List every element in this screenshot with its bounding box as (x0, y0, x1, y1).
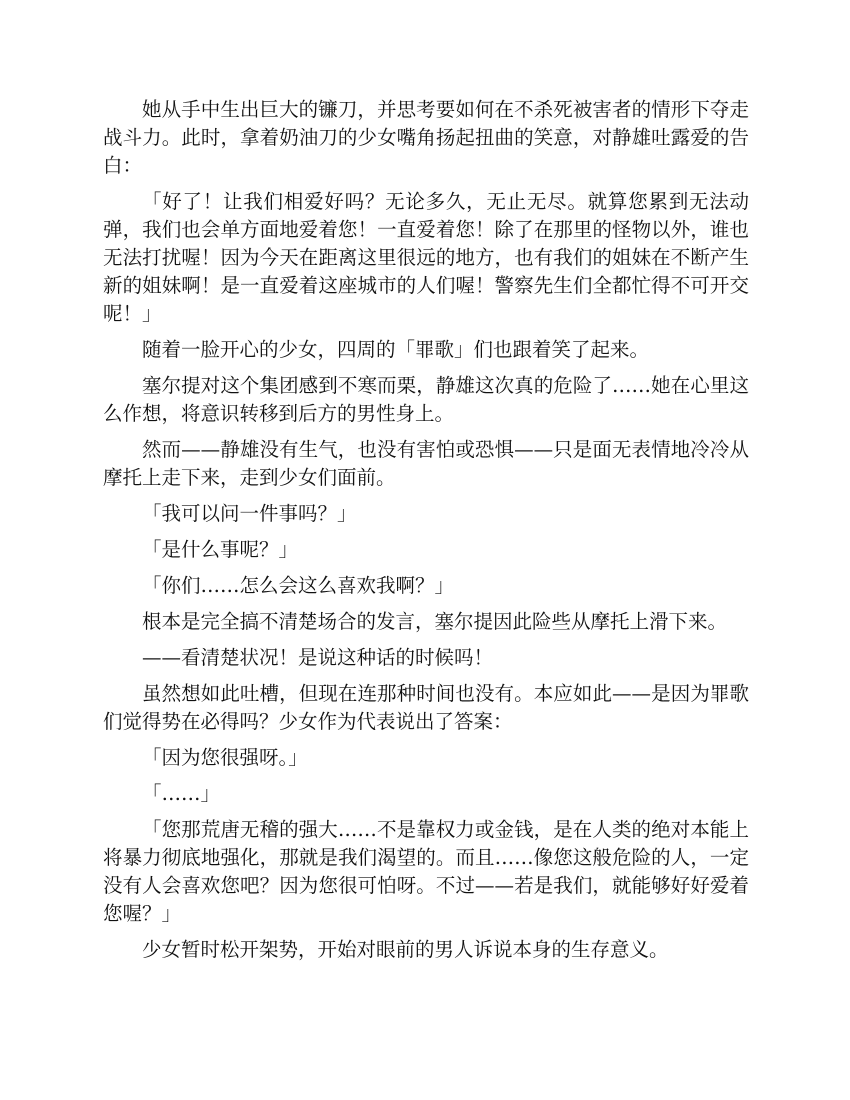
paragraph: 「你们……怎么会这么喜欢我啊？」 (142, 574, 455, 597)
paragraph: 「是什么事呢？」 (142, 538, 299, 561)
paragraph: 「我可以问一件事吗？」 (142, 502, 357, 525)
paragraph: 她从手中生出巨大的镰刀，并思考要如何在不杀死被害者的情形下夺走战斗力。此时，拿着奶油刀的少女嘴角扬起扭曲的笑意，对静雄吐露爱的告白： (103, 98, 749, 177)
paragraph: 塞尔提对这个集团感到不寒而栗，静雄这次真的危险了……她在心里这么作想，将意识转移到后方的男性身上。 (103, 374, 749, 425)
paragraph: ——看清楚状况！是说这种话的时候吗！ (142, 646, 494, 669)
paragraph: 少女暂时松开架势，开始对眼前的男人诉说本身的生存意义。 (142, 938, 669, 961)
paragraph: 根本是完全搞不清楚场合的发言，塞尔提因此险些从摩托上滑下来。 (142, 610, 728, 633)
paragraph: 然而——静雄没有生气，也没有害怕或恐惧——只是面无表情地冷冷从摩托上走下来，走到少女们面前。 (103, 438, 749, 489)
paragraph: 虽然想如此吐槽，但现在连那种时间也没有。本应如此——是因为罪歌们觉得势在必得吗？少女作为代表说出了答案： (103, 682, 749, 733)
paragraph: 随着一脸开心的少女，四周的「罪歌」们也跟着笑了起来。 (142, 338, 650, 361)
paragraph: 「因为您很强呀。」 (142, 746, 308, 769)
document-page (103, 96, 749, 972)
paragraph: 「您那荒唐无稽的强大……不是靠权力或金钱，是在人类的绝对本能上将暴力彻底地强化，那就是我们渴望的。而且……像您这般危险的人，一定没有人会喜欢您吧？因为您很可怕呀。不过——若是我们，就能够好好爱着您喔？」 (103, 818, 749, 925)
paragraph: 「……」 (142, 782, 221, 805)
paragraph: 「好了！让我们相爱好吗？无论多久，无止无尽。就算您累到无法动弹，我们也会单方面地爱着您！一直爱着您！除了在那里的怪物以外，谁也无法打扰喔！因为今天在距离这里很远的地方，也有我们的姐妹在不断产生新的姐妹啊！是一直爱着这座城市的人们喔！警察先生们全都忙得不可开交呢！」 (103, 190, 749, 325)
